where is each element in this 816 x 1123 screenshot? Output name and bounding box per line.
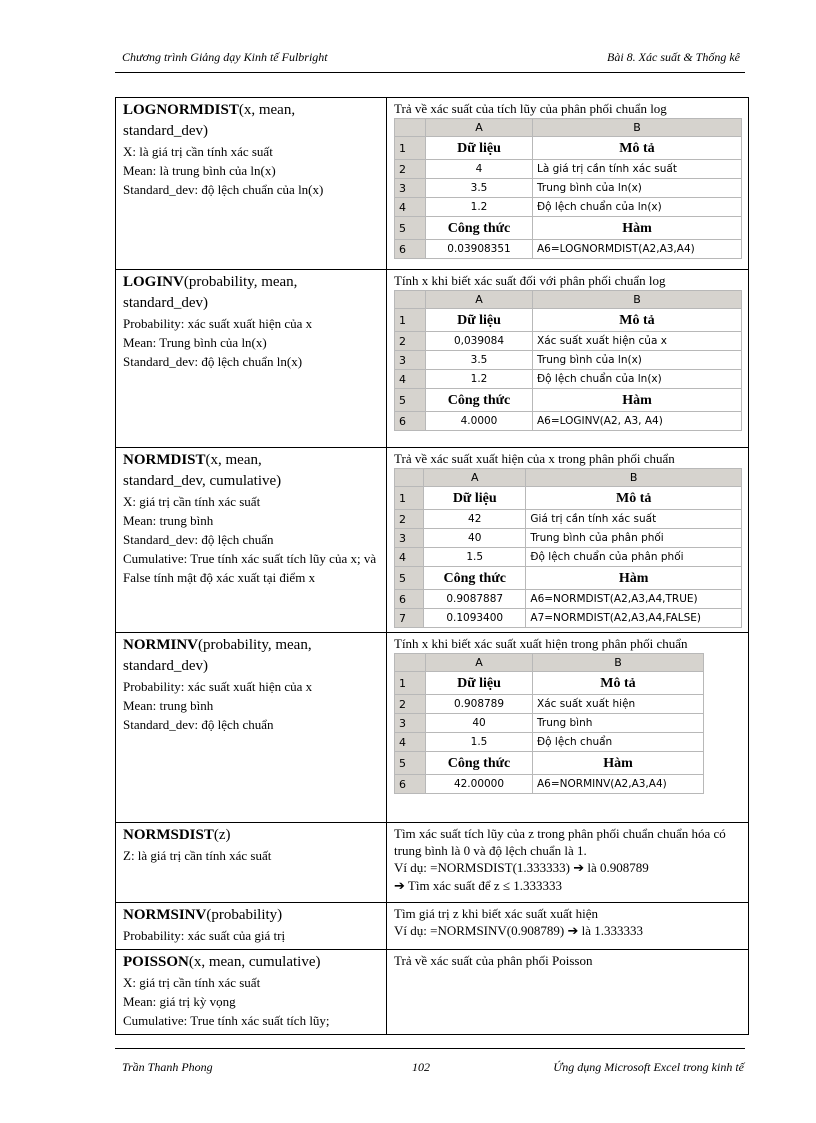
function-name: NORMINV xyxy=(123,637,198,653)
sheet-cell-a: 3.5 xyxy=(426,351,533,370)
function-name: LOGINV xyxy=(123,274,184,290)
function-row xyxy=(116,950,749,1035)
example-line xyxy=(394,859,742,877)
sheet-cell-b: Hàm xyxy=(533,752,704,775)
function-description-cell xyxy=(387,448,749,633)
function-args-cont: standard_dev) xyxy=(123,123,208,139)
sheet-column-header-row xyxy=(395,654,704,672)
sheet-row xyxy=(395,179,742,198)
sheet-cell-a: 40 xyxy=(426,714,533,733)
sheet-row-number: 6 xyxy=(395,590,424,609)
example-formula: Ví dụ: =NORMSDIST(1.333333) xyxy=(394,860,570,875)
sheet-cell-b: Hàm xyxy=(533,217,742,240)
parameter-desc: Standard_dev: độ lệch chuẩn xyxy=(123,717,274,732)
parameter-desc: Cumulative: True tính xác suất tích lũy; xyxy=(123,1013,330,1028)
sheet-row-number: 2 xyxy=(395,332,426,351)
sheet-col-b: B xyxy=(526,469,742,487)
sheet-row xyxy=(395,529,742,548)
sheet-cell-b: Độ lệch chuẩn của ln(x) xyxy=(533,198,742,217)
parameter-desc: Mean: giá trị kỳ vọng xyxy=(123,994,236,1009)
function-description-cell xyxy=(387,98,749,270)
function-description-cell xyxy=(387,823,749,903)
sheet-col-b: B xyxy=(533,119,742,137)
sheet-column-header-row xyxy=(395,119,742,137)
function-row xyxy=(116,903,749,950)
sheet-cell-b: Xác suất xuất hiện xyxy=(533,695,704,714)
sheet-row xyxy=(395,775,704,794)
sheet-cell-b: Là giá trị cần tính xác suất xyxy=(533,160,742,179)
sheet-row xyxy=(395,487,742,510)
sheet-row-number: 1 xyxy=(395,309,426,332)
example-line xyxy=(394,922,742,940)
function-args-cont: standard_dev) xyxy=(123,658,208,674)
sheet-cell-a: 42.00000 xyxy=(426,775,533,794)
parameter-desc: X: giá trị cần tính xác suất xyxy=(123,494,261,509)
function-description-cell xyxy=(387,950,749,1035)
sheet-column-header-row xyxy=(395,469,742,487)
sheet-row-number: 6 xyxy=(395,240,426,259)
sheet-corner xyxy=(395,469,424,487)
sheet-row-number: 3 xyxy=(395,351,426,370)
sheet-row-number: 5 xyxy=(395,217,426,240)
sheet-col-b: B xyxy=(533,654,704,672)
function-signature xyxy=(123,952,380,973)
sheet-cell-b: Trung bình xyxy=(533,714,704,733)
sheet-cell-a: 1.5 xyxy=(426,733,533,752)
sheet-corner xyxy=(395,654,426,672)
sheet-row-number: 4 xyxy=(395,198,426,217)
sheet-row xyxy=(395,752,704,775)
function-name: NORMSINV xyxy=(123,907,207,923)
parameter-desc: Mean: trung bình xyxy=(123,698,214,713)
function-row xyxy=(116,823,749,903)
sheet-row-number: 5 xyxy=(395,752,426,775)
sheet-row-number: 3 xyxy=(395,179,426,198)
function-signature-cell xyxy=(116,270,387,448)
parameter-desc: Cumulative: True tính xác suất tích lũy của x; và False tính mật độ xác xuất tại điểm x xyxy=(123,551,377,585)
parameter-desc: X: giá trị cần tính xác suất xyxy=(123,975,261,990)
sheet-row-number: 3 xyxy=(395,714,426,733)
header-left: Chương trình Giảng dạy Kinh tế Fulbright xyxy=(122,50,328,64)
sheet-row xyxy=(395,412,742,431)
sheet-row-number: 7 xyxy=(395,609,424,628)
sheet-row-number: 1 xyxy=(395,672,426,695)
sheet-cell-b: Độ lệch chuẩn của ln(x) xyxy=(533,370,742,389)
sheet-col-a: A xyxy=(424,469,526,487)
sheet-cell-a: Dữ liệu xyxy=(426,309,533,332)
arrow-icon: ➔ xyxy=(394,879,405,894)
sheet-row xyxy=(395,332,742,351)
function-table xyxy=(115,97,749,1035)
sheet-row xyxy=(395,590,742,609)
sheet-cell-a: 0.1093400 xyxy=(424,609,526,628)
sheet-cell-a: 1.2 xyxy=(426,370,533,389)
sheet-col-a: A xyxy=(426,119,533,137)
excel-example-sheet xyxy=(394,468,742,628)
sheet-row xyxy=(395,217,742,240)
sheet-cell-a: Dữ liệu xyxy=(424,487,526,510)
function-signature-cell xyxy=(116,823,387,903)
example-result: là 1.333333 xyxy=(581,923,643,938)
function-description: Trả về xác suất xuất hiện của x trong phân phối chuẩn xyxy=(394,451,675,466)
sheet-row xyxy=(395,160,742,179)
sheet-cell-a: 40 xyxy=(424,529,526,548)
sheet-cell-a: 4 xyxy=(426,160,533,179)
sheet-row-number: 2 xyxy=(395,160,426,179)
sheet-cell-a: 4.0000 xyxy=(426,412,533,431)
function-description-cell xyxy=(387,633,749,823)
sheet-cell-a: 0.9087887 xyxy=(424,590,526,609)
parameter-desc: X: là giá trị cần tính xác suất xyxy=(123,144,273,159)
sheet-cell-a: 3.5 xyxy=(426,179,533,198)
excel-example-sheet xyxy=(394,653,704,794)
sheet-corner xyxy=(395,291,426,309)
example-result: là 0.908789 xyxy=(587,860,649,875)
sheet-cell-b: Hàm xyxy=(526,567,742,590)
parameter-desc: Standard_dev: độ lệch chuẩn xyxy=(123,532,274,547)
sheet-cell-b: Mô tả xyxy=(533,137,742,160)
header-right: Bài 8. Xác suất & Thống kê xyxy=(607,50,740,64)
function-signature-cell xyxy=(116,950,387,1035)
sheet-cell-b: Trung bình của ln(x) xyxy=(533,179,742,198)
function-description-cell xyxy=(387,270,749,448)
sheet-row xyxy=(395,548,742,567)
sheet-cell-b: A7=NORMDIST(A2,A3,A4,FALSE) xyxy=(526,609,742,628)
note-line xyxy=(394,877,742,895)
sheet-cell-b: Mô tả xyxy=(533,672,704,695)
sheet-row xyxy=(395,351,742,370)
sheet-cell-a: 0.908789 xyxy=(426,695,533,714)
function-args: (z) xyxy=(213,827,231,843)
parameter-desc: Probability: xác suất xuất hiện của x xyxy=(123,316,313,331)
sheet-row xyxy=(395,240,742,259)
sheet-col-b: B xyxy=(533,291,742,309)
parameter-desc: Mean: trung bình xyxy=(123,513,214,528)
parameter-desc: Z: là giá trị cần tính xác suất xyxy=(123,848,272,863)
sheet-cell-b: A6=LOGNORMDIST(A2,A3,A4) xyxy=(533,240,742,259)
sheet-row-number: 4 xyxy=(395,733,426,752)
sheet-cell-b: A6=LOGINV(A2, A3, A4) xyxy=(533,412,742,431)
function-description-cell xyxy=(387,903,749,950)
excel-example-sheet xyxy=(394,290,742,431)
excel-example-sheet xyxy=(394,118,742,259)
sheet-cell-b: Mô tả xyxy=(533,309,742,332)
function-description: Trả về xác suất của phân phối Poisson xyxy=(394,953,593,968)
function-signature-cell xyxy=(116,98,387,270)
sheet-cell-a: Công thức xyxy=(424,567,526,590)
sheet-row xyxy=(395,609,742,628)
sheet-row-number: 4 xyxy=(395,370,426,389)
function-args-cont: standard_dev, cumulative) xyxy=(123,473,282,489)
sheet-row-number: 1 xyxy=(395,137,426,160)
function-signature xyxy=(123,825,380,846)
note-text: Tìm xác suất để z ≤ 1.333333 xyxy=(407,878,562,893)
parameter-desc: Standard_dev: độ lệch chuẩn của ln(x) xyxy=(123,182,324,197)
sheet-row-number: 2 xyxy=(395,510,424,529)
header-rule xyxy=(115,72,745,73)
sheet-row xyxy=(395,695,704,714)
sheet-row-number: 3 xyxy=(395,529,424,548)
sheet-cell-b: Độ lệch chuẩn xyxy=(533,733,704,752)
sheet-row-number: 4 xyxy=(395,548,424,567)
sheet-cell-a: 0,039084 xyxy=(426,332,533,351)
function-args: (x, mean, xyxy=(205,452,262,468)
sheet-cell-a: Công thức xyxy=(426,752,533,775)
sheet-row xyxy=(395,714,704,733)
function-description: Tính x khi biết xác suất xuất hiện trong phân phối chuẩn xyxy=(394,636,688,651)
footer-author: Trần Thanh Phong xyxy=(122,1060,213,1074)
function-args: (x, mean, xyxy=(238,102,296,118)
function-signature-cell xyxy=(116,448,387,633)
sheet-row-number: 1 xyxy=(395,487,424,510)
function-args: (probability, mean, xyxy=(198,637,312,653)
function-name: NORMDIST xyxy=(123,452,206,468)
sheet-cell-a: Công thức xyxy=(426,217,533,240)
sheet-row-number: 2 xyxy=(395,695,426,714)
function-name: LOGNORMDIST xyxy=(123,102,239,118)
sheet-row xyxy=(395,309,742,332)
sheet-cell-a: Công thức xyxy=(426,389,533,412)
function-name: NORMSDIST xyxy=(123,827,214,843)
sheet-row-number: 6 xyxy=(395,412,426,431)
parameter-desc: Probability: xác suất xuất hiện của x xyxy=(123,679,313,694)
footer-rule xyxy=(115,1048,745,1049)
function-signature xyxy=(123,905,380,926)
function-name: POISSON xyxy=(123,954,189,970)
sheet-corner xyxy=(395,119,426,137)
sheet-cell-b: Trung bình của ln(x) xyxy=(533,351,742,370)
sheet-cell-a: 42 xyxy=(424,510,526,529)
function-args: (x, mean, cumulative) xyxy=(188,954,321,970)
function-description: Tìm xác suất tích lũy của z trong phân phối chuẩn chuẩn hóa có trung bình là 0 và độ lệch chuẩn là 1. xyxy=(394,826,726,858)
sheet-column-header-row xyxy=(395,291,742,309)
arrow-icon: ➔ xyxy=(573,861,585,876)
parameter-desc: Mean: là trung bình của ln(x) xyxy=(123,163,276,178)
sheet-cell-b: Trung bình của phân phối xyxy=(526,529,742,548)
sheet-row xyxy=(395,137,742,160)
sheet-row-number: 6 xyxy=(395,775,426,794)
arrow-icon: ➔ xyxy=(567,924,579,939)
sheet-row xyxy=(395,733,704,752)
sheet-cell-a: 1.5 xyxy=(424,548,526,567)
function-row xyxy=(116,98,749,270)
function-args: (probability, mean, xyxy=(183,274,298,290)
function-row xyxy=(116,633,749,823)
sheet-col-a: A xyxy=(426,291,533,309)
footer-title: Ứng dụng Microsoft Excel trong kinh tế xyxy=(553,1060,744,1074)
parameter-desc: Probability: xác suất của giá trị xyxy=(123,928,286,943)
sheet-row xyxy=(395,389,742,412)
function-args: (probability) xyxy=(206,907,283,923)
function-signature xyxy=(123,100,380,142)
function-signature xyxy=(123,272,380,314)
sheet-cell-b: A6=NORMINV(A2,A3,A4) xyxy=(533,775,704,794)
sheet-cell-b: A6=NORMDIST(A2,A3,A4,TRUE) xyxy=(526,590,742,609)
function-signature-cell xyxy=(116,903,387,950)
sheet-row xyxy=(395,672,704,695)
function-description: Trả về xác suất của tích lũy của phân phối chuẩn log xyxy=(394,101,667,116)
function-signature-cell xyxy=(116,633,387,823)
sheet-row-number: 5 xyxy=(395,567,424,590)
function-signature xyxy=(123,635,380,677)
sheet-cell-b: Xác suất xuất hiện của x xyxy=(533,332,742,351)
function-row xyxy=(116,270,749,448)
parameter-desc: Mean: Trung bình của ln(x) xyxy=(123,335,267,350)
sheet-col-a: A xyxy=(426,654,533,672)
sheet-cell-a: 0.03908351 xyxy=(426,240,533,259)
sheet-row xyxy=(395,567,742,590)
sheet-cell-b: Giá trị cần tính xác suất xyxy=(526,510,742,529)
sheet-cell-a: 1.2 xyxy=(426,198,533,217)
parameter-desc: Standard_dev: độ lệch chuẩn ln(x) xyxy=(123,354,303,369)
sheet-row xyxy=(395,370,742,389)
sheet-cell-a: Dữ liệu xyxy=(426,672,533,695)
sheet-cell-b: Độ lệch chuẩn của phân phối xyxy=(526,548,742,567)
sheet-cell-b: Hàm xyxy=(533,389,742,412)
function-row xyxy=(116,448,749,633)
function-description: Tìm giá trị z khi biết xác suất xuất hiện xyxy=(394,906,598,921)
sheet-row xyxy=(395,198,742,217)
function-signature xyxy=(123,450,380,492)
sheet-row xyxy=(395,510,742,529)
example-formula: Ví dụ: =NORMSINV(0.908789) xyxy=(394,923,565,938)
sheet-cell-a: Dữ liệu xyxy=(426,137,533,160)
footer-page-number: 102 xyxy=(412,1060,430,1074)
function-args-cont: standard_dev) xyxy=(123,295,208,311)
function-description: Tính x khi biết xác suất đối với phân phối chuẩn log xyxy=(394,273,666,288)
sheet-cell-b: Mô tả xyxy=(526,487,742,510)
sheet-row-number: 5 xyxy=(395,389,426,412)
